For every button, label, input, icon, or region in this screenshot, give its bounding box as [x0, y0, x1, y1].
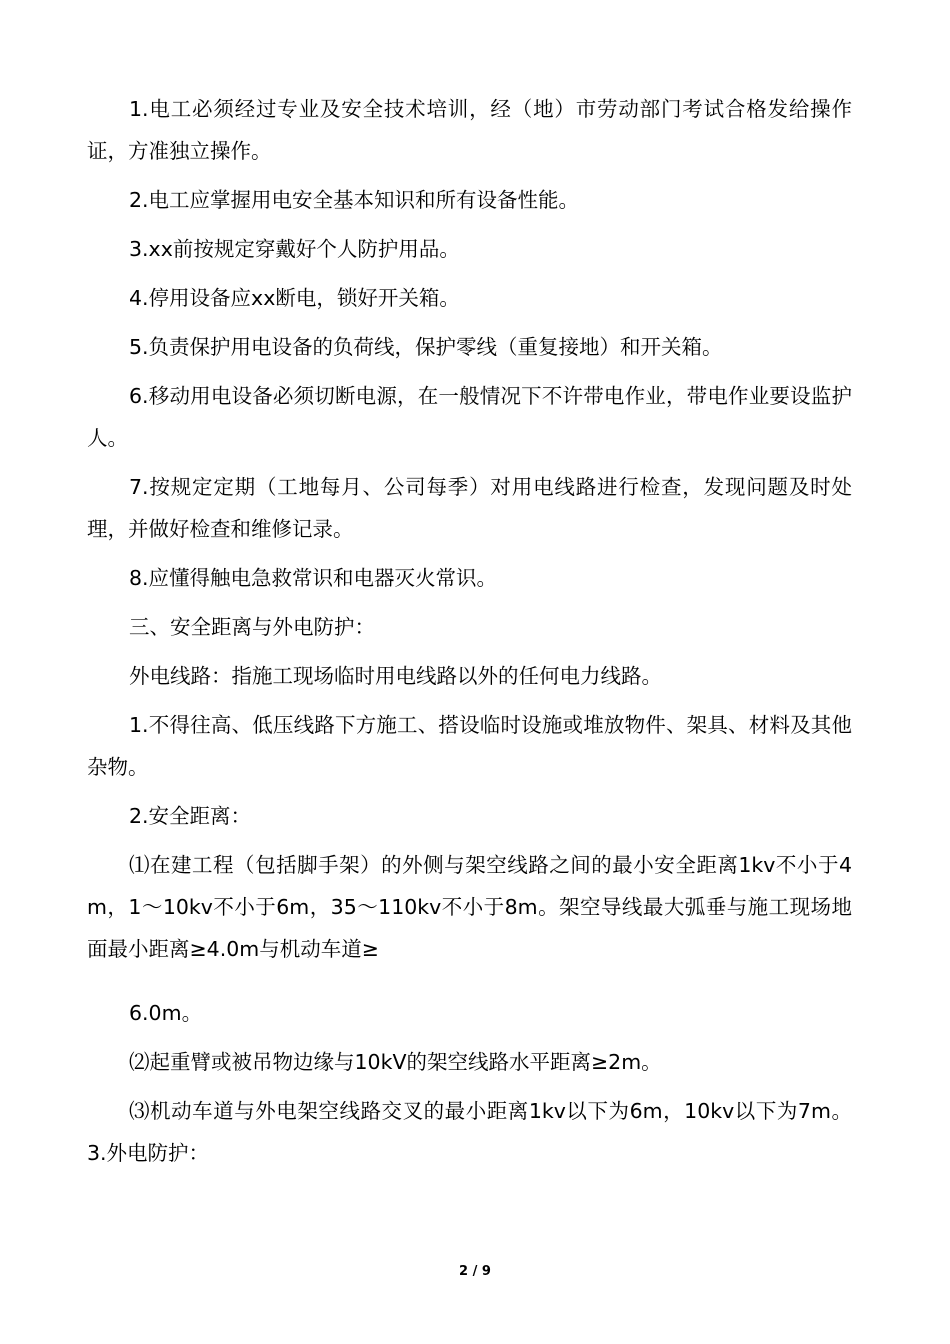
page-number: 2 / 9: [459, 1264, 491, 1279]
paragraph-rule-8: 8.应懂得触电急救常识和电器灭火常识。: [129, 566, 498, 590]
paragraph-rule-5: 5.负责保护用电设备的负荷线，保护零线（重复接地）和开关箱。: [129, 335, 723, 359]
paragraph-distance-1-continued: 6.0m。: [129, 1001, 203, 1025]
section-heading: 三、安全距离与外电防护：: [129, 615, 375, 639]
paragraph-rule-6: 6.移动用电设备必须切断电源，在一般情况下不许带电作业，带电作业要设监护人。: [87, 384, 852, 450]
paragraph-outer-1: 1.不得往高、低压线路下方施工、搭设临时设施或堆放物件、架具、材料及其他杂物。: [87, 713, 852, 779]
paragraph-definition: 外电线路：指施工现场临时用电线路以外的任何电力线路。: [129, 664, 662, 688]
paragraph-distance-1: ⑴在建工程（包括脚手架）的外侧与架空线路之间的最小安全距离1kv不小于4m，1～10kv不小于6m，35～110kv不小于8m。架空导线最大弧垂与施工现场地面最小距离≥4.0m与机动车道≥: [87, 853, 852, 961]
paragraph-distance-2: ⑵起重臂或被吊物边缘与10kV的架空线路水平距离≥2m。: [129, 1050, 662, 1074]
paragraph-outer-2: 2.安全距离：: [129, 804, 252, 828]
paragraph-rule-1: 1.电工必须经过专业及安全技术培训，经（地）市劳动部门考试合格发给操作证，方准独立操作。: [87, 97, 852, 163]
paragraph-distance-3: ⑶机动车道与外电架空线路交叉的最小距离1kv以下为6m，10kv以下为7m。3.外电防护：: [87, 1099, 852, 1165]
paragraph-rule-2: 2.电工应掌握用电安全基本知识和所有设备性能。: [129, 188, 580, 212]
paragraph-rule-3: 3.xx前按规定穿戴好个人防护用品。: [129, 237, 460, 261]
document-body: [87, 88, 852, 1181]
paragraph-rule-7: 7.按规定定期（工地每月、公司每季）对用电线路进行检查，发现问题及时处理，并做好检查和维修记录。: [87, 475, 852, 541]
paragraph-rule-4: 4.停用设备应xx断电，锁好开关箱。: [129, 286, 460, 310]
